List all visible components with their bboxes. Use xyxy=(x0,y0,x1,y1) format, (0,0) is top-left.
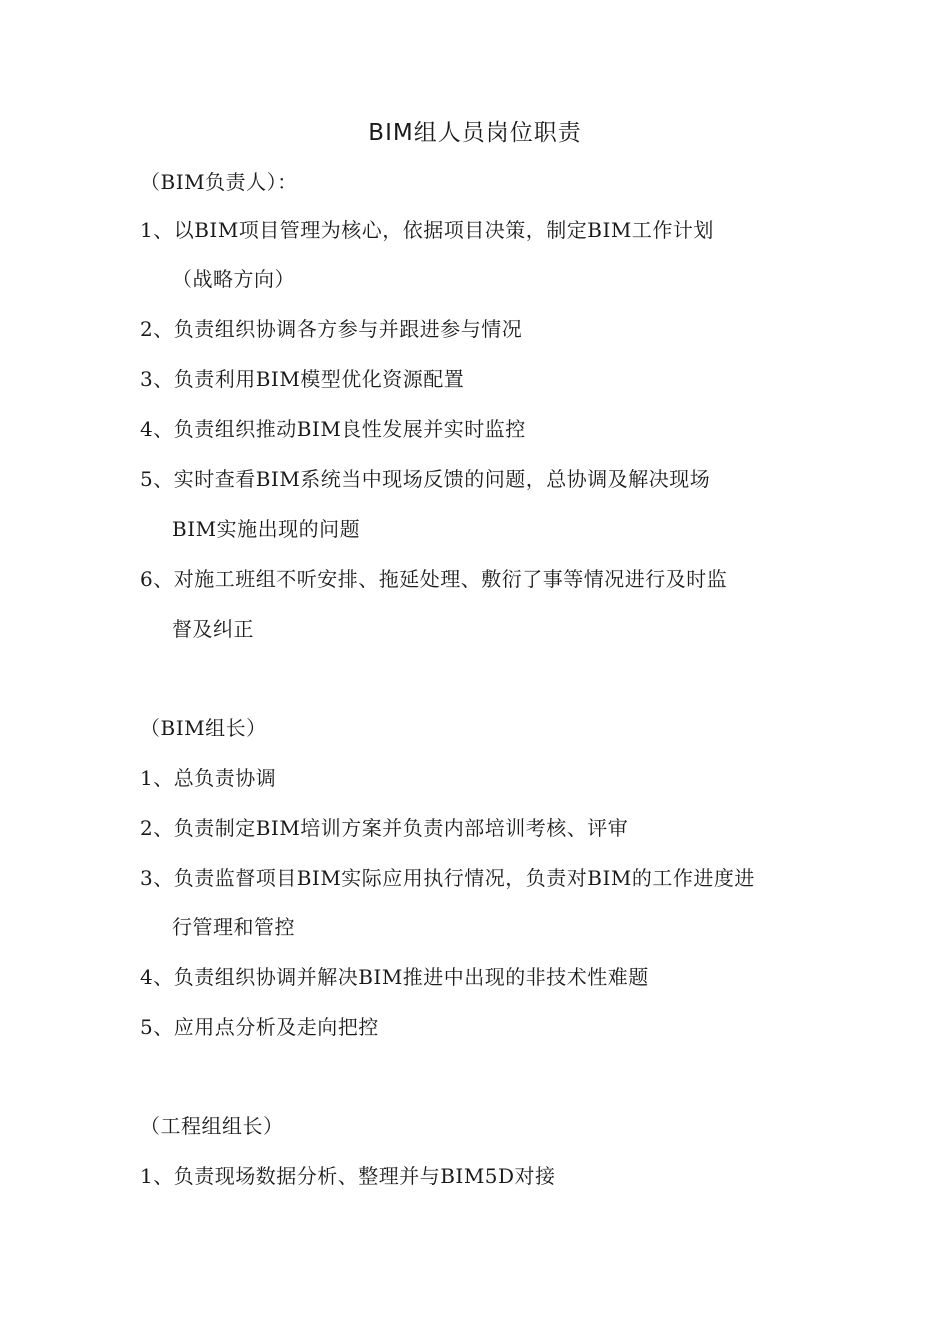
list-item-continuation: 督及纠正 xyxy=(172,617,254,641)
list-item: 1、总负责协调 xyxy=(140,766,277,790)
list-item: 4、负责组织推动BIM良性发展并实时监控 xyxy=(140,417,526,441)
list-item: 3、负责监督项目BIM实际应用执行情况，负责对BIM的工作进度进 xyxy=(140,866,755,890)
document-title: BIM组人员岗位职责 xyxy=(368,120,582,146)
section-heading: （工程组组长） xyxy=(140,1114,284,1138)
list-item: 3、负责利用BIM模型优化资源配置 xyxy=(140,367,465,391)
list-item: 1、负责现场数据分析、整理并与BIM5D对接 xyxy=(140,1164,556,1188)
list-item-continuation: 行管理和管控 xyxy=(172,915,295,939)
list-item: 6、对施工班组不听安排、拖延处理、敷衍了事等情况进行及时监 xyxy=(140,567,728,591)
list-item: 5、应用点分析及走向把控 xyxy=(140,1015,379,1039)
section-heading: （BIM组长） xyxy=(140,716,267,740)
list-item: 1、以BIM项目管理为核心，依据项目决策，制定BIM工作计划 xyxy=(140,218,714,242)
list-item: 5、实时查看BIM系统当中现场反馈的问题，总协调及解决现场 xyxy=(140,467,711,491)
list-item-continuation: （战略方向） xyxy=(172,267,295,291)
list-item: 2、负责组织协调各方参与并跟进参与情况 xyxy=(140,317,523,341)
list-item: 4、负责组织协调并解决BIM推进中出现的非技术性难题 xyxy=(140,965,649,989)
section-heading: （BIM负责人）： xyxy=(140,170,298,194)
list-item: 2、负责制定BIM培训方案并负责内部培训考核、评审 xyxy=(140,816,629,840)
list-item-continuation: BIM实施出现的问题 xyxy=(172,517,361,541)
